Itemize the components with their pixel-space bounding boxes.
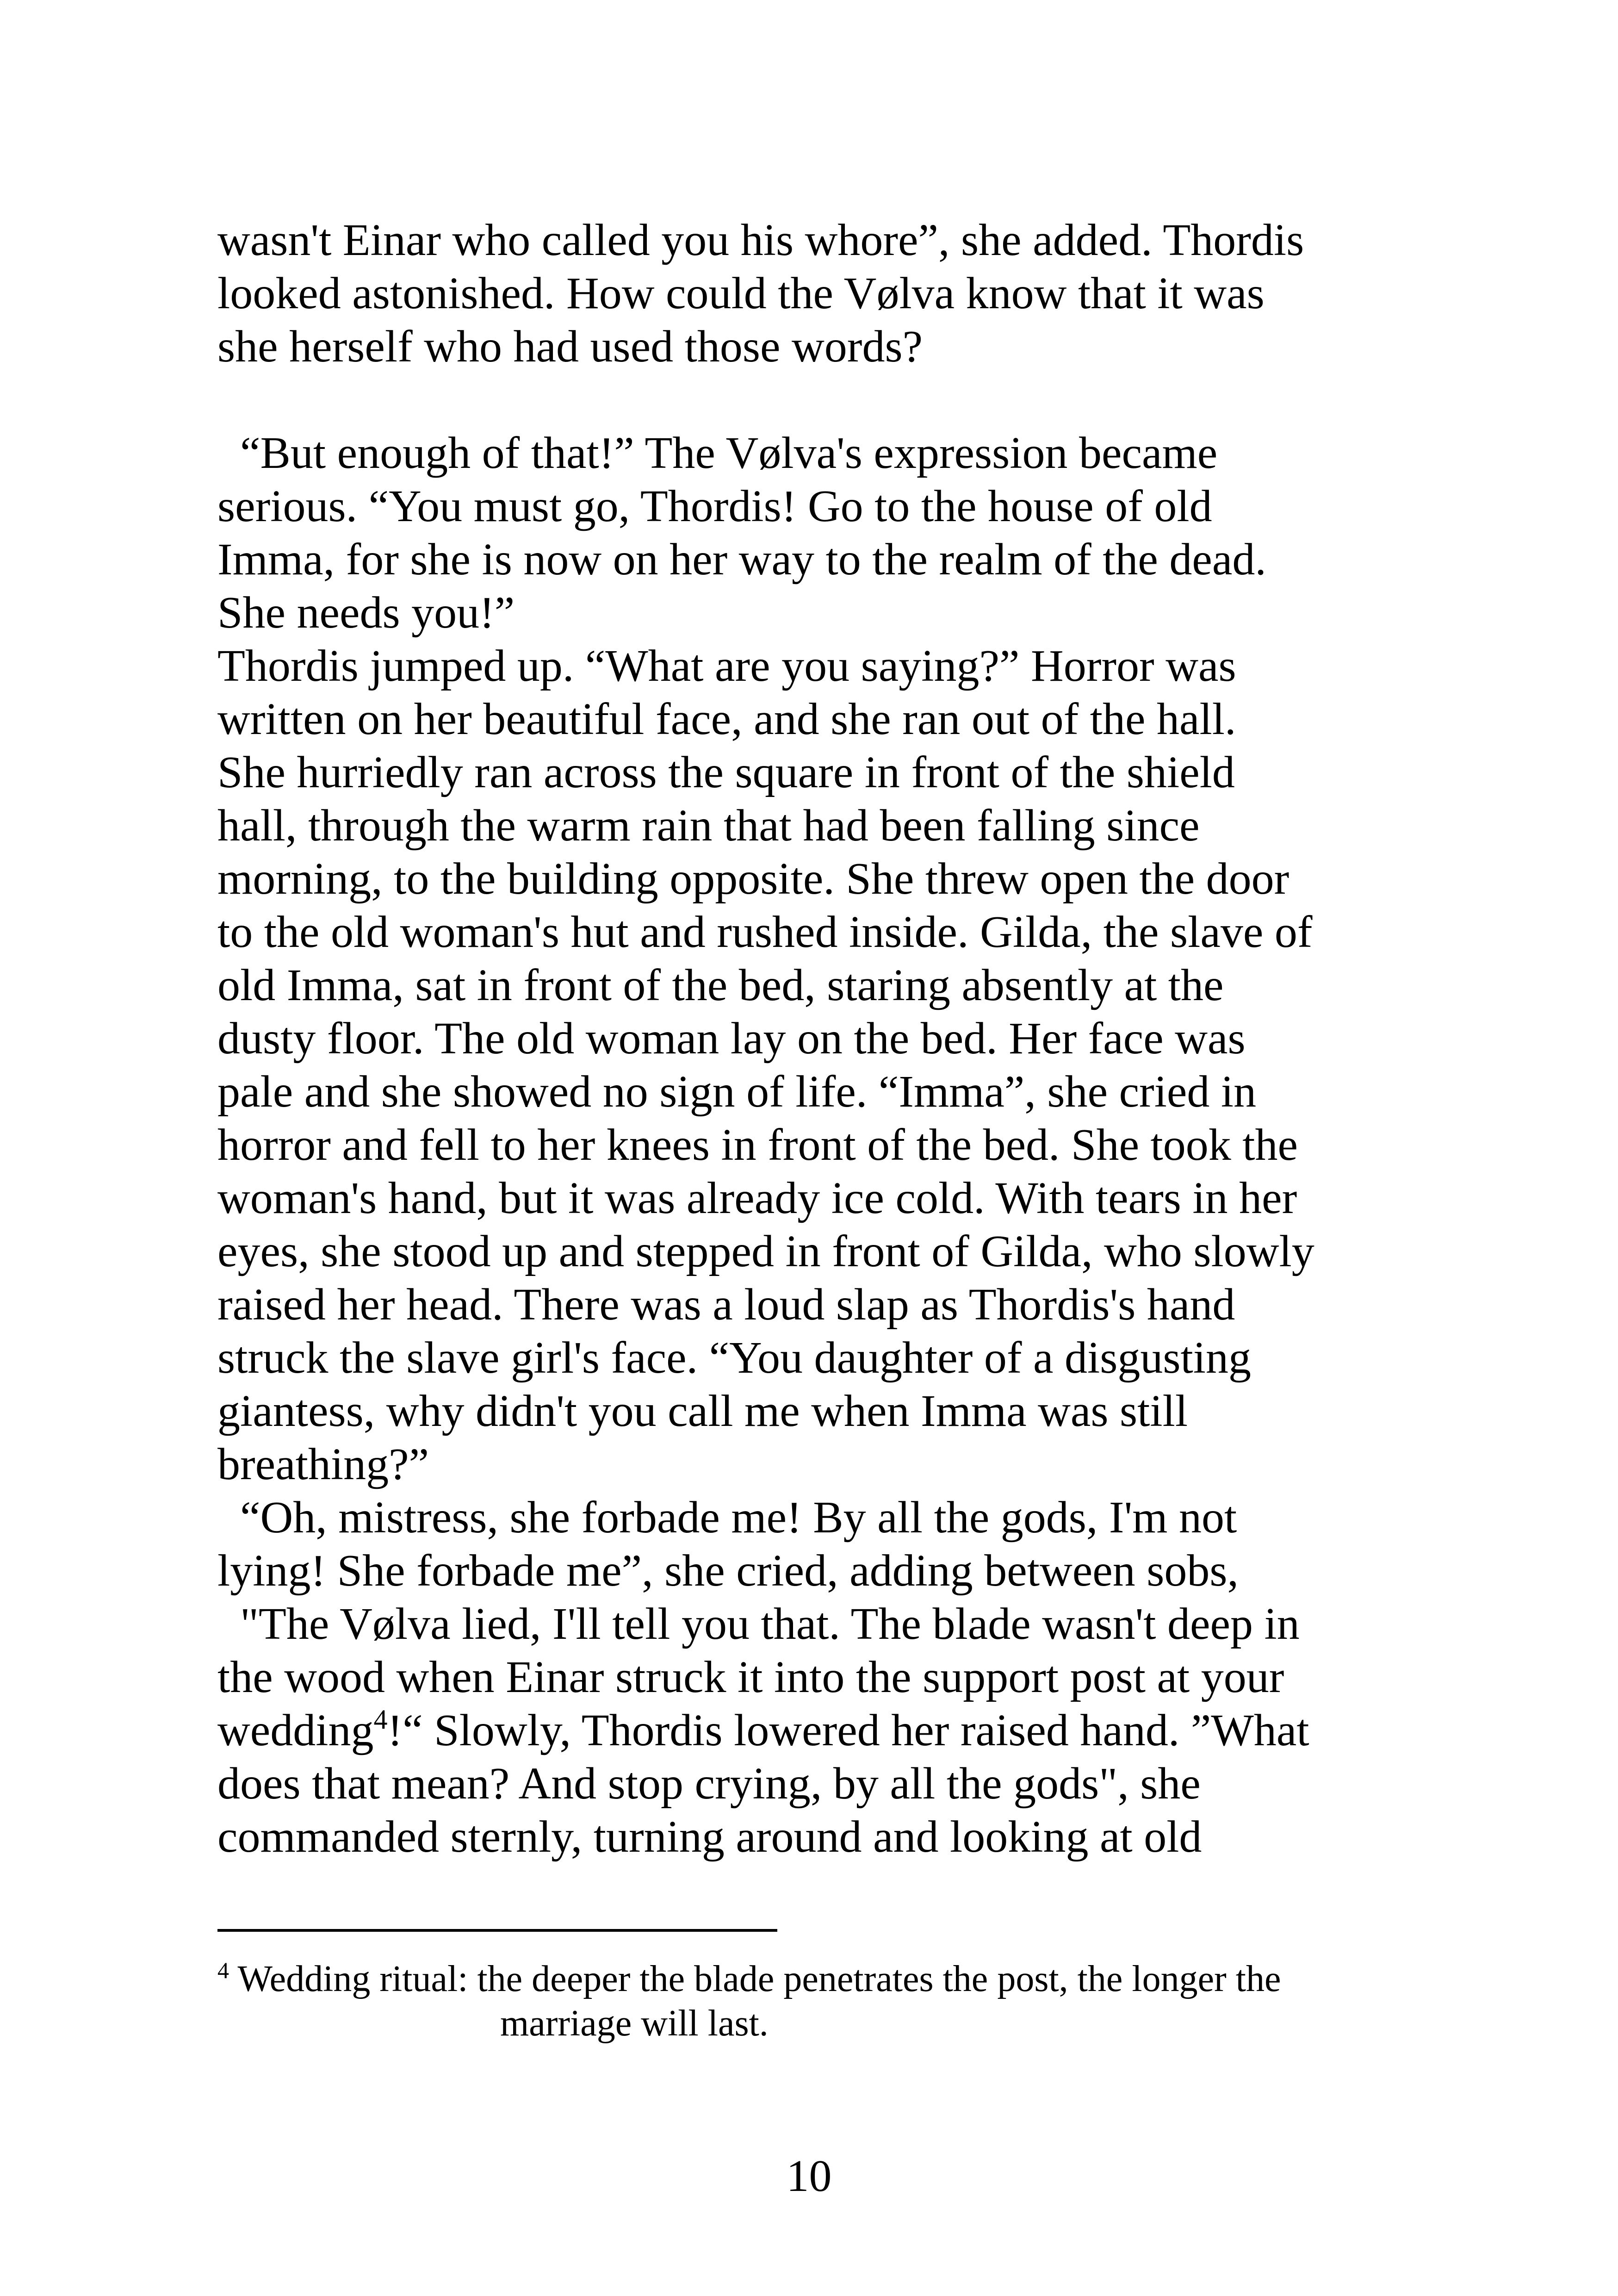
page-number: 10 [786, 2151, 832, 2201]
footnote-line [217, 1957, 1402, 2001]
text-line: "The Vølva lied, I'll tell you that. The blade wasn't deep in [217, 1599, 1300, 1649]
text-line: “Oh, mistress, she forbade me! By all the gods, I'm not [217, 1493, 1237, 1543]
text-line: commanded sternly, turning around and looking at old [217, 1812, 1202, 1862]
text-line: “But enough of that!” The Vølva's expression became [217, 428, 1218, 478]
text-line: eyes, she stood up and stepped in front of Gilda, who slowly [217, 1226, 1314, 1276]
text-line: horror and fell to her knees in front of the bed. She took the [217, 1120, 1298, 1170]
text-line: morning, to the building opposite. She threw open the door [217, 854, 1289, 904]
text-line: serious. “You must go, Thordis! Go to the house of old [217, 481, 1212, 531]
text-line: raised her head. There was a loud slap as Thordis's hand [217, 1280, 1235, 1330]
text-line: dusty floor. The old woman lay on the bed. Her face was [217, 1014, 1246, 1064]
text-line: She hurriedly ran across the square in front of the shield [217, 747, 1235, 797]
text-line: lying! She forbade me”, she cried, adding between sobs, [217, 1546, 1239, 1596]
text-line: she herself who had used those words? [217, 322, 923, 372]
text-line: breathing?” [217, 1439, 429, 1489]
footnote-separator [217, 1929, 777, 1932]
paragraph-gap [217, 373, 1402, 427]
text-line: does that mean? And stop crying, by all the gods", she [217, 1759, 1201, 1809]
text-line: written on her beautiful face, and she ran out of the hall. [217, 694, 1236, 744]
footnote-text: Wedding ritual: the deeper the blade penetrates the post, the longer the [229, 1959, 1281, 1999]
text-line: struck the slave girl's face. “You daughter of a disgusting [217, 1333, 1251, 1383]
text-line: She needs you!” [217, 588, 515, 638]
text-line: old Imma, sat in front of the bed, staring absently at the [217, 960, 1224, 1010]
body-text [217, 214, 1402, 1864]
text-line: looked astonished. How could the Vølva know that it was [217, 268, 1265, 318]
text-line: the wood when Einar struck it into the support post at your [217, 1652, 1284, 1702]
text-line: wasn't Einar who called you his whore”, she added. Thordis [217, 215, 1304, 265]
footnote-mark: 4 [217, 1957, 229, 1983]
text-line: giantess, why didn't you call me when Imma was still [217, 1386, 1188, 1436]
text-line: hall, through the warm rain that had been falling since [217, 801, 1200, 851]
text-line: Thordis jumped up. “What are you saying?” Horror was [217, 641, 1236, 691]
text-line: woman's hand, but it was already ice cold. With tears in her [217, 1173, 1297, 1223]
text-line: Imma, for she is now on her way to the realm of the dead. [217, 535, 1266, 585]
text-fragment: !“ Slowly, Thordis lowered her raised hand. ”What [387, 1705, 1309, 1755]
footnote-line: marriage will last. [500, 2003, 769, 2044]
text-fragment: wedding [217, 1705, 374, 1755]
text-line: to the old woman's hut and rushed inside. Gilda, the slave of [217, 907, 1313, 957]
text-line-with-footnote-ref [217, 1704, 1402, 1757]
footnote-reference[interactable]: 4 [373, 1704, 388, 1735]
footnote [217, 1957, 1402, 2046]
text-line: pale and she showed no sign of life. “Imma”, she cried in [217, 1067, 1257, 1117]
